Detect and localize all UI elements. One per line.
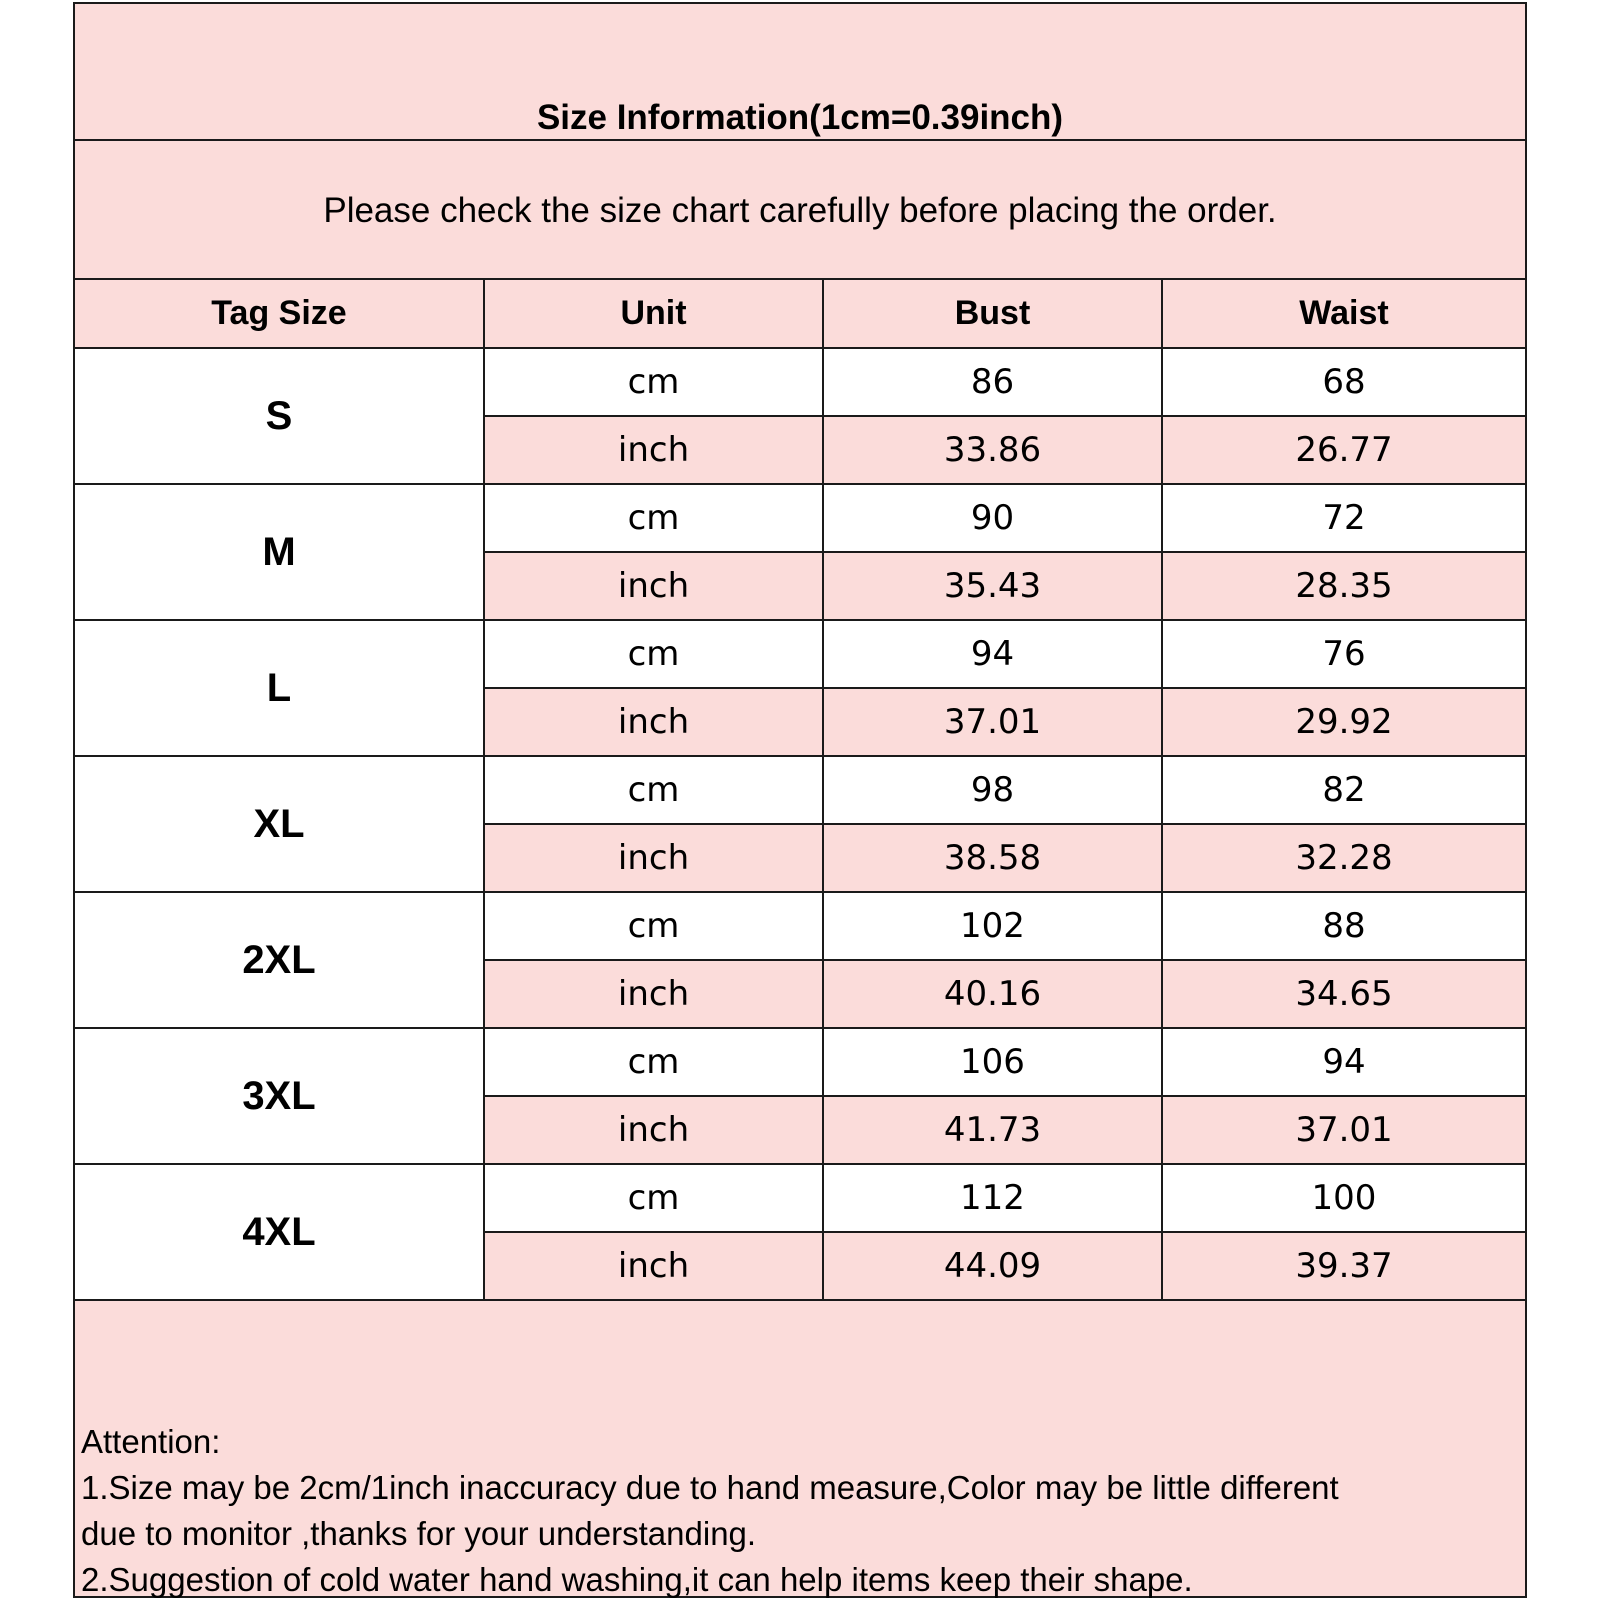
waist-cell: 72	[1162, 484, 1525, 552]
table-row	[75, 756, 1525, 824]
table-row	[75, 1164, 1525, 1232]
waist-cell: 100	[1162, 1164, 1525, 1232]
bust-cell: 112	[823, 1164, 1162, 1232]
size-chart	[73, 2, 1527, 1598]
bust-cell: 102	[823, 892, 1162, 960]
unit-cell: cm	[484, 348, 823, 416]
table-row	[75, 620, 1525, 688]
waist-cell: 68	[1162, 348, 1525, 416]
bust-cell: 37.01	[823, 688, 1162, 756]
bust-cell: 90	[823, 484, 1162, 552]
waist-cell: 26.77	[1162, 416, 1525, 484]
unit-cell: inch	[484, 1232, 823, 1300]
bust-cell: 44.09	[823, 1232, 1162, 1300]
unit-cell: cm	[484, 892, 823, 960]
header-bust: Bust	[823, 280, 1162, 348]
attention-line: 2.Suggestion of cold water hand washing,it can help items keep their shape.	[81, 1561, 1193, 1598]
attention-heading: Attention:	[81, 1423, 221, 1460]
header-tag-size: Tag Size	[75, 280, 484, 348]
title-row	[75, 4, 1525, 141]
waist-cell: 88	[1162, 892, 1525, 960]
bust-cell: 38.58	[823, 824, 1162, 892]
table-row	[75, 348, 1525, 416]
attention-line: 1.Size may be 2cm/1inch inaccuracy due to hand measure,Color may be little different	[81, 1469, 1339, 1506]
bust-cell: 40.16	[823, 960, 1162, 1028]
unit-cell: inch	[484, 552, 823, 620]
tag-size-cell: 4XL	[75, 1164, 484, 1300]
waist-cell: 37.01	[1162, 1096, 1525, 1164]
bust-cell: 98	[823, 756, 1162, 824]
header-unit: Unit	[484, 280, 823, 348]
unit-cell: inch	[484, 1096, 823, 1164]
unit-cell: cm	[484, 620, 823, 688]
tag-size-cell: L	[75, 620, 484, 756]
unit-cell: cm	[484, 1164, 823, 1232]
attention-notes	[81, 1419, 1521, 1603]
tag-size-cell: M	[75, 484, 484, 620]
tag-size-cell: 3XL	[75, 1028, 484, 1164]
unit-cell: inch	[484, 416, 823, 484]
waist-cell: 29.92	[1162, 688, 1525, 756]
tag-size-cell: S	[75, 348, 484, 484]
waist-cell: 34.65	[1162, 960, 1525, 1028]
bust-cell: 33.86	[823, 416, 1162, 484]
waist-cell: 82	[1162, 756, 1525, 824]
table-header-row	[75, 280, 1525, 348]
bust-cell: 94	[823, 620, 1162, 688]
bust-cell: 106	[823, 1028, 1162, 1096]
unit-cell: inch	[484, 824, 823, 892]
unit-cell: cm	[484, 1028, 823, 1096]
table-row	[75, 484, 1525, 552]
waist-cell: 76	[1162, 620, 1525, 688]
table-row	[75, 892, 1525, 960]
size-table	[75, 280, 1525, 1301]
bust-cell: 35.43	[823, 552, 1162, 620]
waist-cell: 32.28	[1162, 824, 1525, 892]
tag-size-cell: 2XL	[75, 892, 484, 1028]
unit-cell: inch	[484, 688, 823, 756]
attention-line: due to monitor ,thanks for your understanding.	[81, 1515, 757, 1552]
waist-cell: 28.35	[1162, 552, 1525, 620]
unit-cell: inch	[484, 960, 823, 1028]
unit-cell: cm	[484, 484, 823, 552]
page-title: Size Information(1cm=0.39inch)	[536, 98, 1064, 137]
notice-row	[75, 141, 1525, 280]
tag-size-cell: XL	[75, 756, 484, 892]
notice-text: Please check the size chart carefully before placing the order.	[323, 191, 1277, 230]
table-row	[75, 1028, 1525, 1096]
unit-cell: cm	[484, 756, 823, 824]
bust-cell: 41.73	[823, 1096, 1162, 1164]
header-waist: Waist	[1162, 280, 1525, 348]
bust-cell: 86	[823, 348, 1162, 416]
waist-cell: 94	[1162, 1028, 1525, 1096]
waist-cell: 39.37	[1162, 1232, 1525, 1300]
